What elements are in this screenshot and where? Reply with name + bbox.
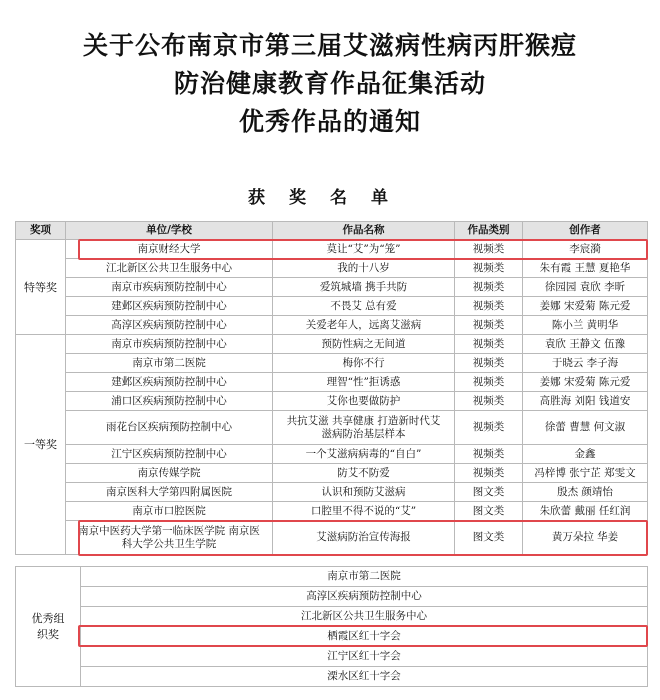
table-row bbox=[16, 354, 648, 373]
organization-award-table bbox=[15, 566, 648, 687]
cell-unit: 江宁区疾病预防控制中心 bbox=[66, 445, 273, 464]
cell-unit: 建邺区疾病预防控制中心 bbox=[66, 373, 273, 392]
cell-type: 视频类 bbox=[455, 240, 523, 259]
table-row bbox=[16, 502, 648, 521]
cell-unit: 南京医科大学第四附属医院 bbox=[66, 483, 273, 502]
cell-type: 视频类 bbox=[455, 445, 523, 464]
org-name: 溧水区红十字会 bbox=[81, 667, 648, 687]
cell-creator: 冯梓博 张宁芷 郑雯文 bbox=[523, 464, 648, 483]
list-item bbox=[16, 567, 648, 587]
cell-unit: 雨花台区疾病预防控制中心 bbox=[66, 411, 273, 445]
title-line-1: 关于公布南京市第三届艾滋病性病丙肝猴痘 bbox=[82, 31, 577, 60]
table-row bbox=[16, 316, 648, 335]
cell-creator: 高胜海 刘阳 钱道安 bbox=[523, 392, 648, 411]
cell-creator: 徐园园 袁欣 李昕 bbox=[523, 278, 648, 297]
cell-work: 莫让“艾”为“笼” bbox=[273, 240, 455, 259]
cell-unit: 南京市疾病预防控制中心 bbox=[66, 335, 273, 354]
header-type: 作品类别 bbox=[455, 222, 523, 240]
table-row bbox=[16, 464, 648, 483]
cell-type: 视频类 bbox=[455, 392, 523, 411]
cell-unit: 南京市第二医院 bbox=[66, 354, 273, 373]
org-name: 高淳区疾病预防控制中心 bbox=[81, 587, 648, 607]
cell-work: 艾你也要做防护 bbox=[273, 392, 455, 411]
cell-work: 预防性病之无间道 bbox=[273, 335, 455, 354]
header-creator: 创作者 bbox=[523, 222, 648, 240]
cell-unit: 南京传媒学院 bbox=[66, 464, 273, 483]
table-row bbox=[16, 483, 648, 502]
award-first: 一等奖 bbox=[16, 335, 66, 555]
cell-unit: 建邺区疾病预防控制中心 bbox=[66, 297, 273, 316]
table-row bbox=[16, 259, 648, 278]
cell-creator: 姜娜 宋爱菊 陈元爱 bbox=[523, 297, 648, 316]
cell-work: 防艾不防爱 bbox=[273, 464, 455, 483]
list-item bbox=[16, 627, 648, 647]
cell-unit: 南京中医药大学第一临床医学院 南京医科大学公共卫生学院 bbox=[66, 521, 273, 555]
cell-work: 爱筑城墙 携手共防 bbox=[273, 278, 455, 297]
cell-work: 口腔里不得不说的“艾” bbox=[273, 502, 455, 521]
cell-unit: 南京财经大学 bbox=[66, 240, 273, 259]
cell-type: 图文类 bbox=[455, 483, 523, 502]
org-name: 南京市第二医院 bbox=[81, 567, 648, 587]
table-row bbox=[16, 445, 648, 464]
cell-creator: 黄万朵拉 华姜 bbox=[523, 521, 648, 555]
cell-work: 关爱老年人，远离艾滋病 bbox=[273, 316, 455, 335]
cell-type: 视频类 bbox=[455, 335, 523, 354]
header-work: 作品名称 bbox=[273, 222, 455, 240]
cell-creator: 于晓云 李子海 bbox=[523, 354, 648, 373]
award-special: 特等奖 bbox=[16, 240, 66, 335]
cell-unit: 南京市疾病预防控制中心 bbox=[66, 278, 273, 297]
header-award: 奖项 bbox=[16, 222, 66, 240]
cell-creator: 金鑫 bbox=[523, 445, 648, 464]
org-name: 江北新区公共卫生服务中心 bbox=[81, 607, 648, 627]
list-item bbox=[16, 607, 648, 627]
cell-work: 不畏艾 总有爱 bbox=[273, 297, 455, 316]
cell-type: 视频类 bbox=[455, 316, 523, 335]
cell-creator: 姜娜 宋爱菊 陈元爱 bbox=[523, 373, 648, 392]
cell-type: 图文类 bbox=[455, 502, 523, 521]
table-row bbox=[16, 297, 648, 316]
cell-creator: 袁欣 王静文 伍豫 bbox=[523, 335, 648, 354]
table-row bbox=[16, 392, 648, 411]
cell-creator: 朱有霞 王慧 夏艳华 bbox=[523, 259, 648, 278]
title-line-3: 优秀作品的通知 bbox=[238, 107, 421, 136]
table-row bbox=[16, 521, 648, 555]
cell-work: 理智“性”拒诱惑 bbox=[273, 373, 455, 392]
list-item bbox=[16, 667, 648, 687]
cell-type: 视频类 bbox=[455, 259, 523, 278]
cell-unit: 江北新区公共卫生服务中心 bbox=[66, 259, 273, 278]
table-row bbox=[16, 240, 648, 259]
cell-creator: 朱欣蕾 戴丽 任红润 bbox=[523, 502, 648, 521]
cell-work: 我的十八岁 bbox=[273, 259, 455, 278]
cell-work: 共抗艾滋 共享健康 打造新时代艾滋病防治基层样本 bbox=[273, 411, 455, 445]
cell-unit: 南京市口腔医院 bbox=[66, 502, 273, 521]
table-row bbox=[16, 335, 648, 354]
org-name: 栖霞区红十字会 bbox=[81, 627, 648, 647]
award-table bbox=[15, 221, 648, 555]
cell-work: 一个艾滋病病毒的“自白” bbox=[273, 445, 455, 464]
list-item bbox=[16, 647, 648, 667]
cell-type: 图文类 bbox=[455, 521, 523, 555]
cell-type: 视频类 bbox=[455, 354, 523, 373]
cell-creator: 徐蕾 曹慧 何文淑 bbox=[523, 411, 648, 445]
cell-type: 视频类 bbox=[455, 411, 523, 445]
title-line-2: 防治健康教育作品征集活动 bbox=[173, 69, 486, 98]
cell-type: 视频类 bbox=[455, 297, 523, 316]
award-list-heading: 获奖名单 bbox=[248, 188, 412, 208]
cell-type: 视频类 bbox=[455, 278, 523, 297]
cell-creator: 李宸漪 bbox=[523, 240, 648, 259]
table-row bbox=[16, 373, 648, 392]
cell-type: 视频类 bbox=[455, 373, 523, 392]
cell-unit: 高淳区疾病预防控制中心 bbox=[66, 316, 273, 335]
cell-creator: 陈小兰 黄明华 bbox=[523, 316, 648, 335]
cell-creator: 殷杰 颜靖怡 bbox=[523, 483, 648, 502]
cell-unit: 浦口区疾病预防控制中心 bbox=[66, 392, 273, 411]
table-row bbox=[16, 278, 648, 297]
table-row bbox=[16, 411, 648, 445]
cell-work: 梅你不行 bbox=[273, 354, 455, 373]
org-name: 江宁区红十字会 bbox=[81, 647, 648, 667]
header-unit: 单位/学校 bbox=[66, 222, 273, 240]
award-organization: 优秀组织奖 bbox=[16, 567, 81, 687]
cell-work: 认识和预防艾滋病 bbox=[273, 483, 455, 502]
cell-type: 视频类 bbox=[455, 464, 523, 483]
list-item bbox=[16, 587, 648, 607]
cell-work: 艾滋病防治宣传海报 bbox=[273, 521, 455, 555]
